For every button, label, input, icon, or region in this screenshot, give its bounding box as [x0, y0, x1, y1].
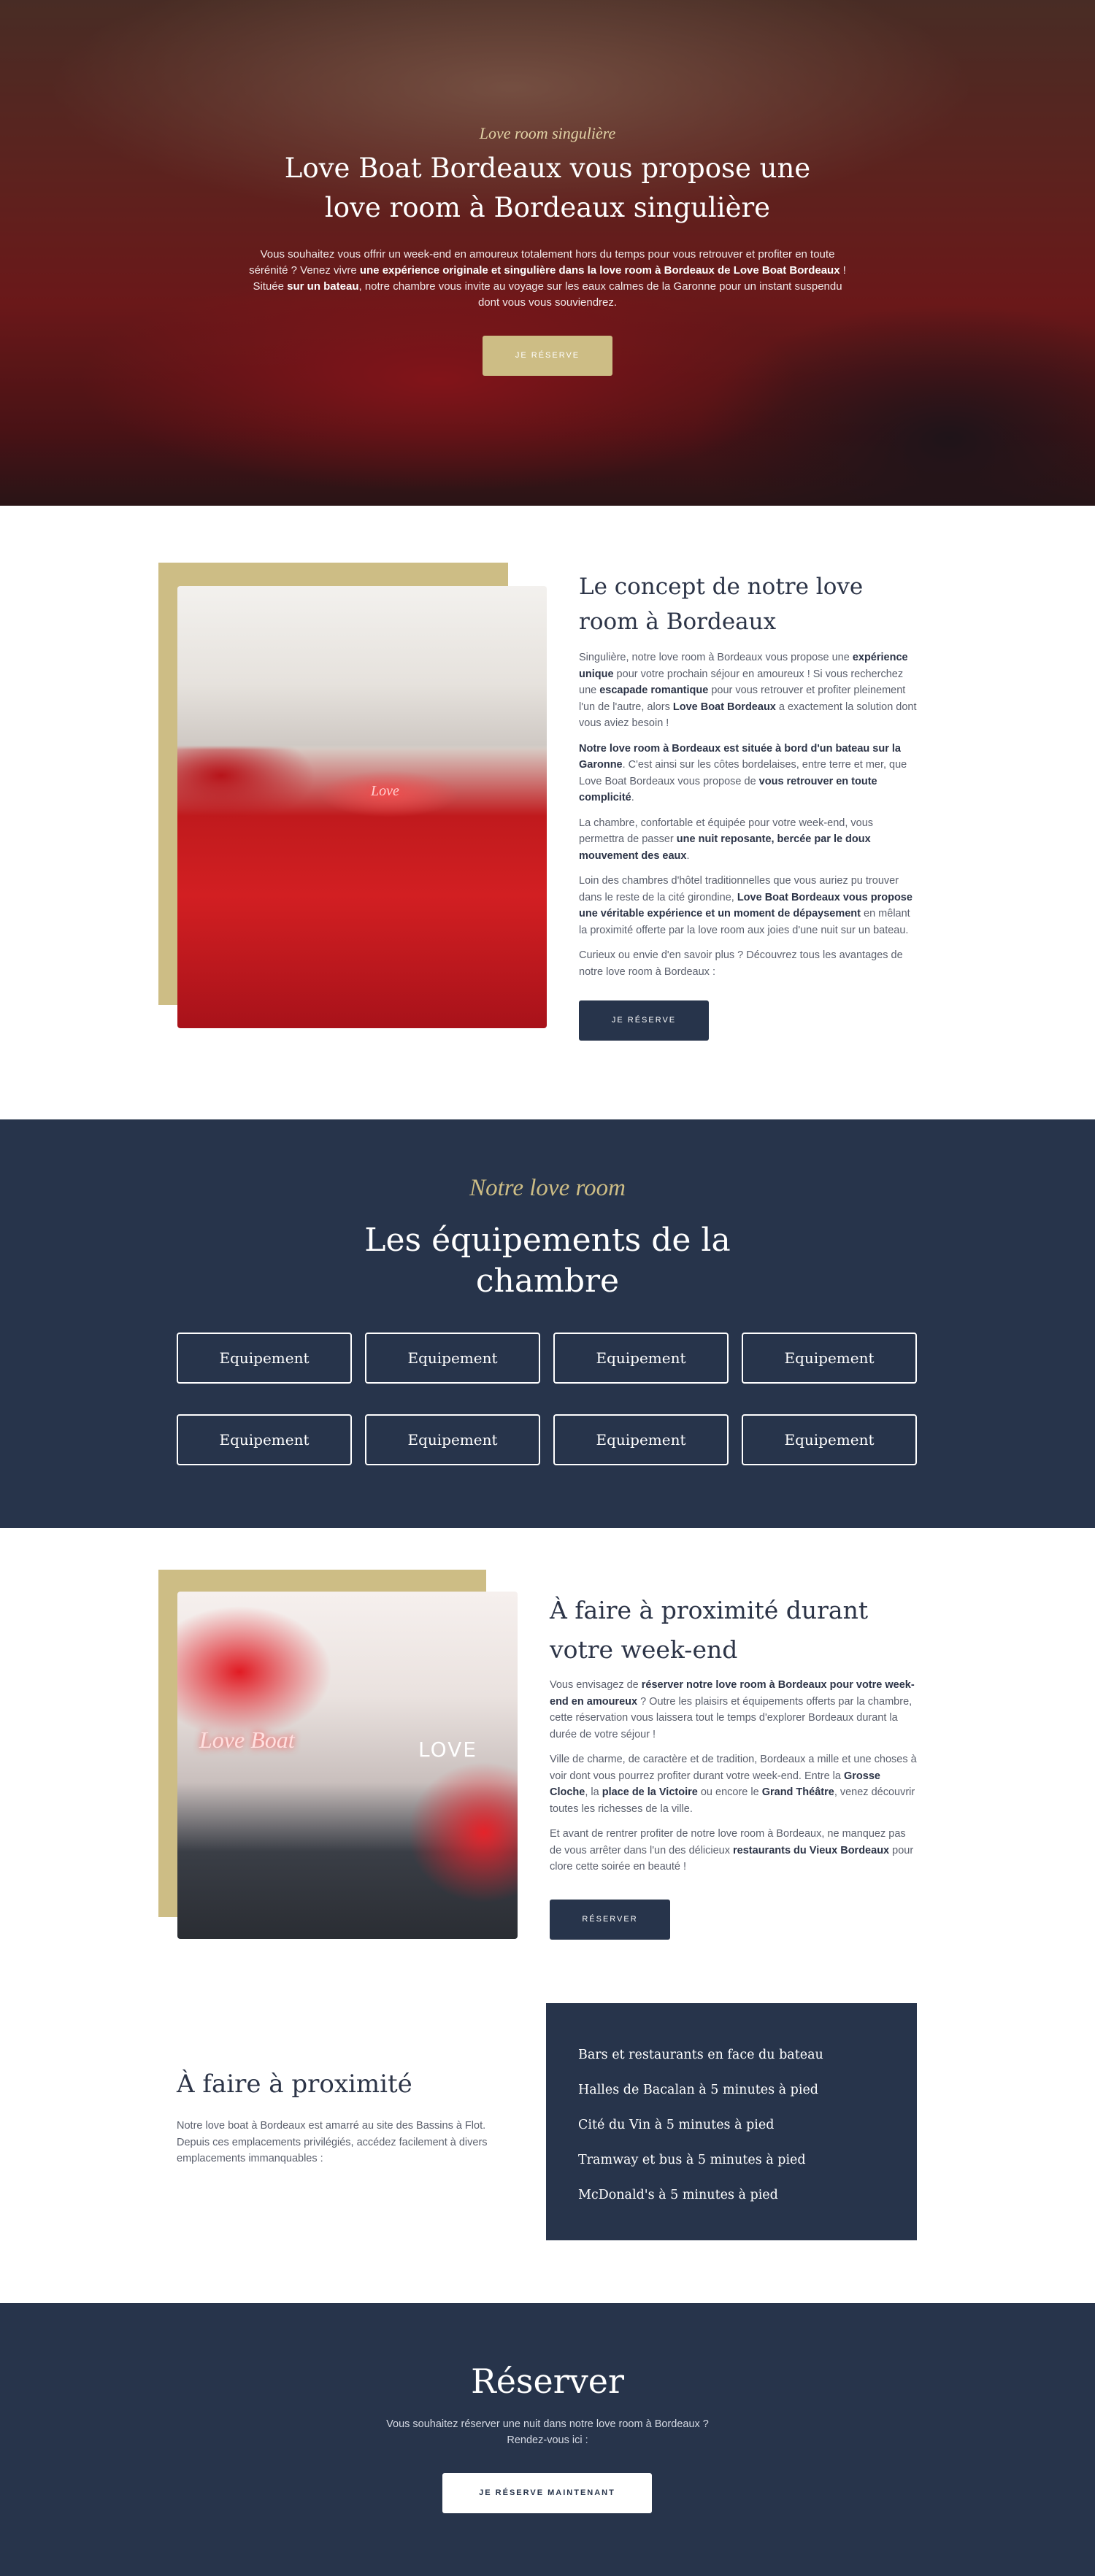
- list-item: Tramway et bus à 5 minutes à pied: [578, 2153, 806, 2167]
- equipement-card: Equipement: [177, 1333, 352, 1384]
- reserver-text-line-2: Rendez-vous ici :: [507, 2434, 588, 2446]
- concept-paragraph-2: Notre love room à Bordeaux est située à bord d'un bateau sur la Garonne. C'est ainsi sur les côtes bordelaises, entre terre et mer, que Love Boat Bordeaux vous propose de vous retrouver en toute complicité.: [579, 742, 907, 803]
- hero-content: [248, 124, 847, 360]
- hero-section: [0, 0, 1095, 506]
- equipement-card: Equipement: [365, 1414, 540, 1465]
- love-letters-sign: LOVE: [418, 1738, 477, 1762]
- reserver-text: [0, 2416, 1095, 2448]
- nearby-title: À faire à proximité: [177, 2070, 412, 2099]
- equipement-card: Equipement: [553, 1333, 729, 1384]
- proximite-text-column: [550, 1591, 918, 1884]
- reserver-title: Réserver: [471, 2361, 624, 2401]
- love-neon-sign: Love: [371, 783, 399, 799]
- equipement-card: Equipement: [553, 1414, 729, 1465]
- proximite-paragraph-2: Ville de charme, de caractère et de tradition, Bordeaux a mille et une choses à voir dont vous pourrez profiter durant votre week-end. Entre la Grosse Cloche, la place de la Victoire ou encore le Grand Théâtre, venez découvrir toutes les richesses de la ville.: [550, 1754, 917, 1815]
- nearby-text: Notre love boat à Bordeaux est amarré au site des Bassins à Flot. Depuis ces emplacements privilégiés, accédez facilement à divers emplacements immanquables :: [177, 2120, 488, 2164]
- room-photo-interior: [177, 1592, 518, 1939]
- concept-title: Le concept de notre love room à Bordeaux: [579, 574, 864, 635]
- hero-reserve-button[interactable]: JE RÉSERVE: [483, 336, 612, 376]
- concept-paragraph-4: Loin des chambres d'hôtel traditionnelles que vous auriez pu trouver dans le reste de la cité girondine, Love Boat Bordeaux vous propose une véritable expérience et un moment de dépaysement en mêlant la proximité offerte par la love room aux joies d'une nuit sur un bateau.: [579, 875, 912, 936]
- list-item: Bars et restaurants en face du bateau: [578, 2048, 823, 2062]
- hero-title: Love Boat Bordeaux vous propose une love room à Bordeaux singulière: [284, 153, 811, 223]
- list-item: Cité du Vin à 5 minutes à pied: [578, 2118, 775, 2132]
- equipement-card: Equipement: [177, 1414, 352, 1465]
- reserver-text-line-1: Vous souhaitez réserver une nuit dans notre love room à Bordeaux ?: [386, 2418, 709, 2430]
- concept-paragraph-1: Singulière, notre love room à Bordeaux vous propose une expérience unique pour votre prochain séjour en amoureux ! Si vous recherchez une escapade romantique pour vous retrouver et profiter pleinement l'un de l'autre, alors Love Boat Bordeaux a exactement la solution dont vous aviez besoin !: [579, 652, 917, 729]
- hero-text: Vous souhaitez vous offrir un week-end en amoureux totalement hors du temps pour vous retrouver et profiter en toute sérénité ? Venez vivre une expérience originale et singulière dans la love room à Bordeaux de Love Boat Bordeaux ! Située sur un bateau, notre chambre vous invite au voyage sur les eaux calmes de la Garonne pour un instant suspendu dont vous vous souviendrez.: [249, 248, 846, 309]
- equipements-title: Les équipements de la chambre: [364, 1222, 731, 1300]
- equipements-kicker: Notre love room: [469, 1175, 626, 1201]
- nearby-list: [546, 2003, 917, 2240]
- reserve-now-button[interactable]: JE RÉSERVE MAINTENANT: [442, 2473, 652, 2513]
- equipement-card: Equipement: [365, 1333, 540, 1384]
- concept-reserve-button[interactable]: JE RÉSERVE: [579, 1000, 709, 1041]
- room-photo-bed: [177, 586, 547, 1028]
- hero-kicker: Love room singulière: [479, 124, 616, 142]
- proximite-title: À faire à proximité durant votre week-end: [550, 1596, 869, 1664]
- proximite-reserve-button[interactable]: RÉSERVER: [550, 1900, 670, 1940]
- proximite-paragraph-1: Vous envisagez de réserver notre love room à Bordeaux pour votre week-end en amoureux ? Outre les plaisirs et équipements offerts par la chambre, cette réservation vous laissera tout le temps d'explorer Bordeaux durant la durée de votre séjour !: [550, 1679, 915, 1740]
- proximite-paragraph-3: Et avant de rentrer profiter de notre love room à Bordeaux, ne manquez pas de vous arrêter dans l'un des délicieux restaurants du Vieux Bordeaux pour clore cette soirée en beauté !: [550, 1828, 914, 1873]
- list-item: McDonald's à 5 minutes à pied: [578, 2188, 778, 2202]
- concept-text-column: [579, 569, 918, 1041]
- list-item: Halles de Bacalan à 5 minutes à pied: [578, 2083, 819, 2097]
- concept-paragraph-3: La chambre, confortable et équipée pour votre week-end, vous permettra de passer une nuit reposante, bercée par le doux mouvement des eaux.: [579, 817, 874, 862]
- love-boat-neon-sign: Love Boat: [199, 1727, 295, 1753]
- equipement-card: Equipement: [742, 1333, 917, 1384]
- equipements-grid: [177, 1333, 918, 1465]
- equipement-card: Equipement: [742, 1414, 917, 1465]
- concept-paragraph-5: Curieux ou envie d'en savoir plus ? Découvrez tous les avantages de notre love room à Bordeaux :: [579, 949, 903, 978]
